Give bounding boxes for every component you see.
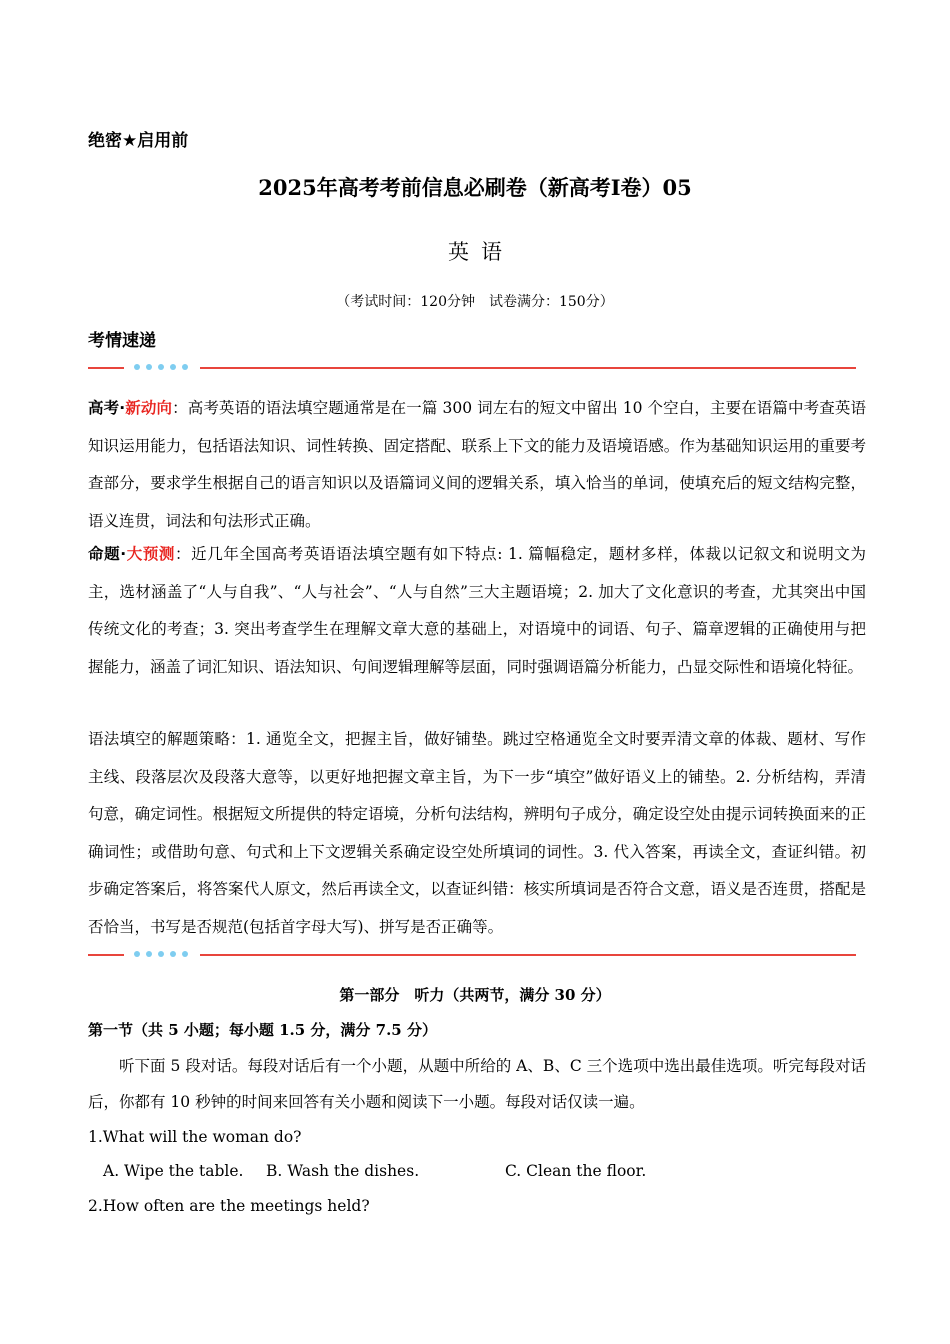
page-title: 2025年高考考前信息必刷卷（新高考I卷）05 xyxy=(258,175,692,200)
paragraph-new-trend xyxy=(88,390,866,540)
divider-dots xyxy=(134,951,194,970)
exam-info: （考试时间：120分钟 试卷满分：150分） xyxy=(336,294,614,310)
label-prefix: 高考· xyxy=(88,399,126,417)
label-prefix: 命题· xyxy=(88,545,127,563)
instructions: 听下面 5 段对话。每段对话后有一个小题，从题中所给的 A、B、C 三个选项中选出最佳选项。听完每段对话后，你都有 10 秒钟的时间来回答有关小题和阅读下一小题。每段对话仅读一遍。 xyxy=(88,1057,866,1111)
paragraph-text: 高考英语的语法填空题通常是在一篇 300 词左右的短文中留出 10 个空白，主要在语篇中考查英语知识运用能力，包括语法知识、词性转换、固定搭配、联系上下文的能力及语境语感。作为基础知识运用的重要考查部分，要求学生根据自己的语言知识以及语篇词义间的逻辑关系，填入恰当的单词，使填充后的短文结构完整，语义连贯，词法和句法形式正确。 xyxy=(88,399,866,530)
option-c: C. Clean the floor. xyxy=(505,1162,647,1180)
paragraph-text: 语法填空的解题策略：1. 通览全文，把握主旨，做好铺垫。跳过空格通览全文时要弄清文章的体裁、题材、写作主线、段落层次及段落大意等，以更好地把握文章主旨，为下一步“填空”做好语义上的铺垫。2. 分析结构，弄清句意，确定词性。根据短文所提供的特定语境，分析句法结构，辨明句子成分，确定设空处由提示词转换面来的正确词性；或借助句意、句式和上下文逻辑关系确定设空处所填词的词性。3. 代入答案，再读全文，查证纠错。初步确定答案后，将答案代人原文，然后再读全文，以查证纠错：核实所填词是否符合文意，语义是否连贯，搭配是否恰当，书写是否规范(包括首字母大写)、拼写是否正确等。 xyxy=(88,730,866,936)
paragraph-text: 近几年全国高考英语语法填空题有如下特点: 1. 篇幅稳定，题材多样，体裁以记叙文和说明文为主，选材涵盖了“人与自我”、“人与社会”、“人与自然”三大主题语境；2. 加大了文化意识的考查，尤其突出中国传统文化的考查；3. 突出考查学生在理解文章大意的基础上，对语境中的词语、句子、篇章逻辑的正确使用与把握能力，涵盖了词汇知识、语法知识、句间逻辑理解等层面，同时强调语篇分析能力，凸显交际性和语境化特征。 xyxy=(88,545,866,676)
question-stem: 1.What will the woman do? xyxy=(88,1128,302,1146)
part-heading: 第一部分 听力（共两节，满分 30 分） xyxy=(339,986,611,1004)
option-a: A. Wipe the table. xyxy=(103,1162,244,1180)
paragraph-prediction xyxy=(88,536,866,686)
option-b: B. Wash the dishes. xyxy=(266,1162,420,1180)
label-suffix: ： xyxy=(175,545,192,563)
secret-mark: 绝密★启用前 xyxy=(88,131,189,151)
section-heading: 考情速递 xyxy=(88,331,156,351)
label-highlight: 大预测 xyxy=(126,545,176,563)
paragraph-strategy xyxy=(88,721,866,946)
label-highlight: 新动向 xyxy=(125,399,173,417)
label-suffix: ： xyxy=(172,399,188,417)
divider-bottom xyxy=(88,950,856,960)
subject-title: 英语 xyxy=(448,240,514,264)
subsection-heading: 第一节（共 5 小题；每小题 1.5 分，满分 7.5 分） xyxy=(88,1021,437,1039)
divider-dots xyxy=(134,364,194,383)
question-stem: 2.How often are the meetings held? xyxy=(88,1197,370,1215)
divider-top xyxy=(88,363,856,373)
